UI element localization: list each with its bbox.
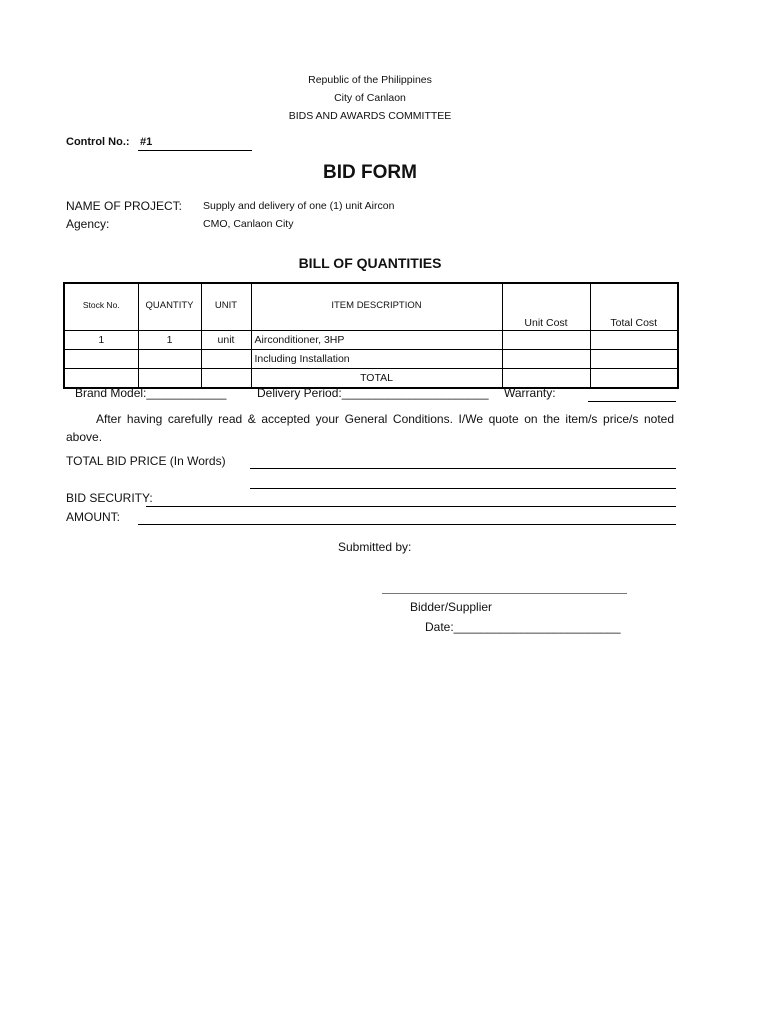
cell-unit: unit bbox=[201, 331, 251, 350]
cell-grand-total[interactable] bbox=[590, 369, 678, 389]
cell-unit-cost[interactable] bbox=[502, 350, 590, 369]
bid-security-label: BID SECURITY: bbox=[66, 491, 153, 505]
total-label: TOTAL bbox=[251, 369, 502, 389]
brand-model-field[interactable]: Brand Model:____________ bbox=[75, 386, 227, 400]
amount-line[interactable] bbox=[138, 523, 676, 525]
cell-unit bbox=[201, 350, 251, 369]
agency-value: CMO, Canlaon City bbox=[203, 218, 294, 230]
header-unit: UNIT bbox=[201, 283, 251, 331]
header-total-cost: Total Cost bbox=[590, 283, 678, 331]
warranty-label: Warranty: bbox=[504, 386, 556, 400]
header-stock-no: Stock No. bbox=[64, 283, 138, 331]
cell-total-cost[interactable] bbox=[590, 350, 678, 369]
bidder-signature-line[interactable] bbox=[382, 592, 627, 594]
total-bid-price-line-2[interactable] bbox=[250, 487, 676, 489]
control-number-label: Control No.: bbox=[66, 136, 130, 148]
table-row bbox=[64, 331, 678, 350]
cell-description: Including Installation bbox=[251, 350, 502, 369]
header-unit-cost: Unit Cost bbox=[502, 283, 590, 331]
header-item-description: ITEM DESCRIPTION bbox=[251, 283, 502, 331]
date-field[interactable]: Date:_________________________ bbox=[425, 620, 621, 634]
table-row bbox=[64, 350, 678, 369]
project-name-value: Supply and delivery of one (1) unit Aircon bbox=[203, 200, 395, 212]
header-quantity: QUANTITY bbox=[138, 283, 201, 331]
control-number-value: #1 bbox=[138, 136, 252, 151]
table-header-row bbox=[64, 283, 678, 331]
amount-label: AMOUNT: bbox=[66, 510, 120, 524]
cell-stock-no bbox=[64, 350, 138, 369]
bid-security-line[interactable] bbox=[146, 505, 676, 507]
bidder-supplier-label: Bidder/Supplier bbox=[410, 600, 493, 614]
header-city: City of Canlaon bbox=[334, 92, 406, 104]
submitted-by-label: Submitted by: bbox=[338, 540, 412, 554]
cell-description: Airconditioner, 3HP bbox=[251, 331, 502, 350]
project-name-label: NAME OF PROJECT: bbox=[66, 199, 183, 213]
delivery-period-field[interactable]: Delivery Period:______________________ bbox=[257, 386, 489, 400]
cell-unit-cost[interactable] bbox=[502, 331, 590, 350]
cell-quantity bbox=[138, 350, 201, 369]
header-republic: Republic of the Philippines bbox=[308, 74, 432, 86]
bill-of-quantities-table bbox=[63, 282, 679, 389]
quote-paragraph bbox=[66, 410, 674, 446]
cell-quantity: 1 bbox=[138, 331, 201, 350]
page-title: BID FORM bbox=[323, 162, 417, 183]
cell-total-cost[interactable] bbox=[590, 331, 678, 350]
header-committee: BIDS AND AWARDS COMMITTEE bbox=[288, 110, 452, 122]
cell-stock-no: 1 bbox=[64, 331, 138, 350]
boq-title: BILL OF QUANTITIES bbox=[298, 255, 442, 271]
warranty-line[interactable] bbox=[588, 400, 676, 402]
total-bid-price-line-1[interactable] bbox=[250, 467, 676, 469]
total-bid-price-label: TOTAL BID PRICE (In Words) bbox=[66, 454, 226, 468]
agency-label: Agency: bbox=[66, 217, 110, 231]
quote-paragraph-text: After having carefully read & accepted your General Conditions. I/We quote on the item/s price/s noted above. bbox=[66, 412, 674, 444]
